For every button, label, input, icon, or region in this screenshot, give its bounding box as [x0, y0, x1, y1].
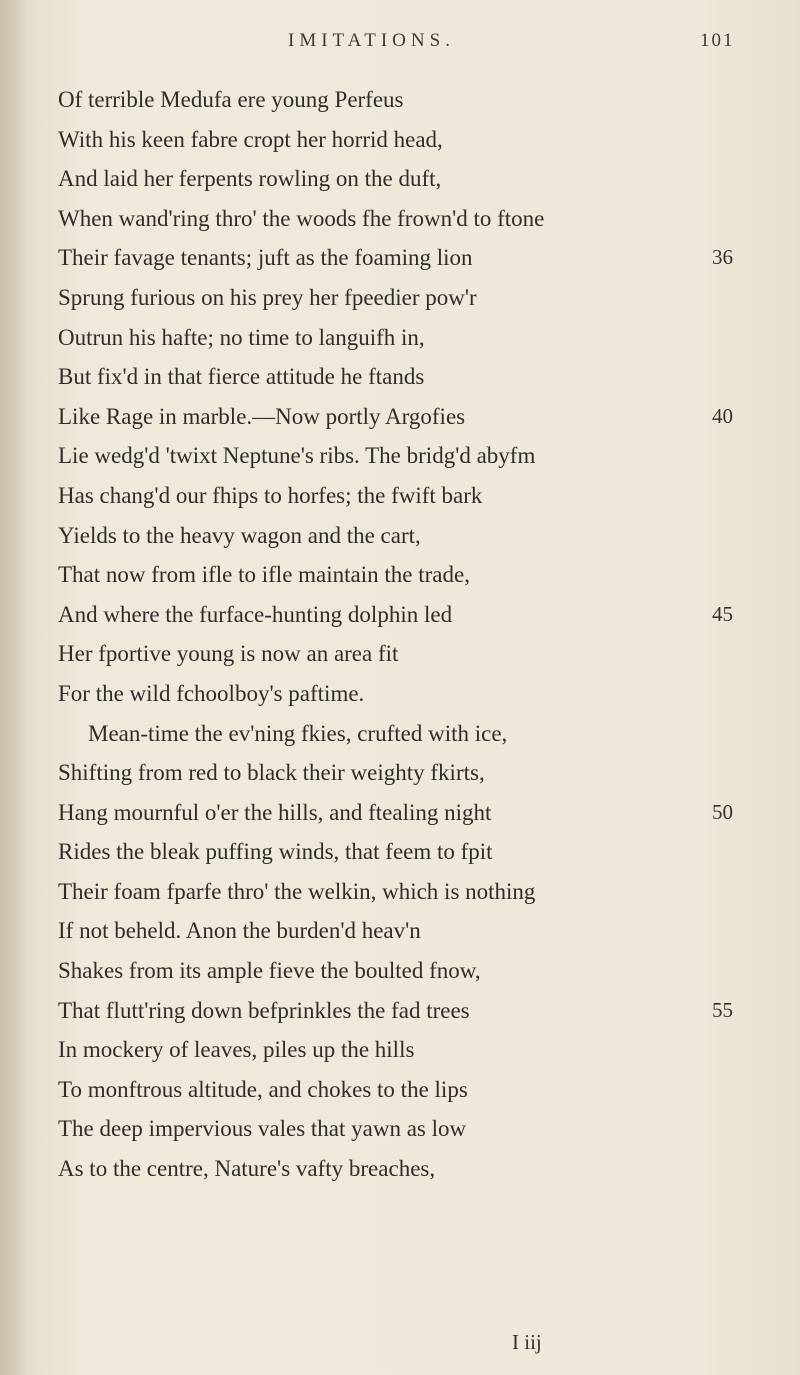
poem-line-text: Shifting from red to black their weighty fkirts,	[58, 760, 485, 786]
poem-line	[0, 1070, 800, 1110]
line-number: 45	[712, 601, 733, 626]
running-head	[0, 30, 800, 60]
poem-line	[0, 238, 800, 278]
line-number: 36	[712, 245, 733, 270]
line-number: 55	[712, 997, 733, 1022]
poem-line	[0, 80, 800, 120]
poem-line-text: Outrun his hafte; no time to languifh in,	[58, 324, 425, 350]
poem-line-text: Shakes from its ample fieve the boulted fnow,	[58, 958, 481, 984]
poem-line-text: To monftrous altitude, and chokes to the lips	[58, 1076, 468, 1102]
poem-line	[0, 516, 800, 556]
poem-line-text: Mean-time the ev'ning fkies, crufted with ice,	[88, 720, 508, 746]
poem-line-text: But fix'd in that fierce attitude he ftands	[58, 364, 425, 390]
poem-body	[0, 80, 800, 1189]
running-head-title: IMITATIONS.	[288, 30, 455, 51]
poem-line-text: Her fportive young is now an area fit	[58, 641, 399, 667]
poem-line	[0, 476, 800, 516]
poem-line-text: Hang mournful o'er the hills, and ftealing night	[58, 799, 492, 825]
poem-line-text: That now from ifle to ifle maintain the trade,	[58, 562, 470, 588]
poem-line	[0, 634, 800, 674]
poem-line	[0, 991, 800, 1031]
poem-line-text: Has chang'd our fhips to horfes; the fwift bark	[58, 482, 483, 508]
signature-mark: I iij	[512, 1330, 542, 1354]
page-number: 101	[700, 30, 735, 51]
poem-line	[0, 278, 800, 318]
poem-line	[0, 674, 800, 714]
poem-line	[0, 120, 800, 160]
poem-line	[0, 832, 800, 872]
poem-line	[0, 199, 800, 239]
poem-line	[0, 951, 800, 991]
poem-line-text: Their foam fparfe thro' the welkin, which is nothing	[58, 878, 536, 904]
poem-line-text: Sprung furious on his prey her fpeedier pow'r	[58, 284, 477, 310]
poem-line	[0, 714, 800, 754]
poem-line	[0, 793, 800, 833]
poem-line	[0, 1109, 800, 1149]
poem-line	[0, 318, 800, 358]
poem-line-text: Of terrible Medufa ere young Perfeus	[58, 87, 404, 112]
poem-line	[0, 159, 800, 199]
poem-line	[0, 872, 800, 912]
poem-line	[0, 555, 800, 595]
poem-line-text: Lie wedg'd 'twixt Neptune's ribs. The bridg'd abyfm	[58, 443, 536, 469]
poem-line	[0, 753, 800, 793]
poem-line	[0, 911, 800, 951]
poem-line-text: Their favage tenants; juft as the foaming lion	[58, 245, 473, 271]
poem-line	[0, 1149, 800, 1189]
poem-line-text: And where the furface-hunting dolphin led	[58, 601, 453, 627]
poem-line	[0, 595, 800, 635]
poem-line	[0, 436, 800, 476]
poem-line-text: The deep impervious vales that yawn as low	[58, 1116, 467, 1142]
poem-line-text: Like Rage in marble.—Now portly Argofies	[58, 403, 466, 429]
poem-line-text: In mockery of leaves, piles up the hills	[58, 1037, 415, 1063]
poem-line-text: That flutt'ring down befprinkles the fad trees	[58, 997, 470, 1023]
line-number: 40	[712, 403, 733, 428]
poem-line	[0, 1030, 800, 1070]
poem-line	[0, 357, 800, 397]
line-number: 50	[712, 799, 733, 824]
poem-line-text: Rides the bleak puffing winds, that feem to fpit	[58, 839, 493, 865]
poem-line	[0, 397, 800, 437]
poem-line-text: For the wild fchoolboy's paftime.	[58, 680, 365, 706]
poem-line-text: Yields to the heavy wagon and the cart,	[58, 522, 421, 548]
poem-line-text: If not beheld. Anon the burden'd heav'n	[58, 918, 421, 944]
poem-line-text: As to the centre, Nature's vafty breaches,	[58, 1156, 436, 1182]
poem-line-text: With his keen fabre cropt her horrid head,	[58, 126, 443, 152]
poem-line-text: And laid her ferpents rowling on the duft,	[58, 166, 442, 192]
poem-line-text: When wand'ring thro' the woods fhe frown'd to ftone	[58, 205, 545, 231]
